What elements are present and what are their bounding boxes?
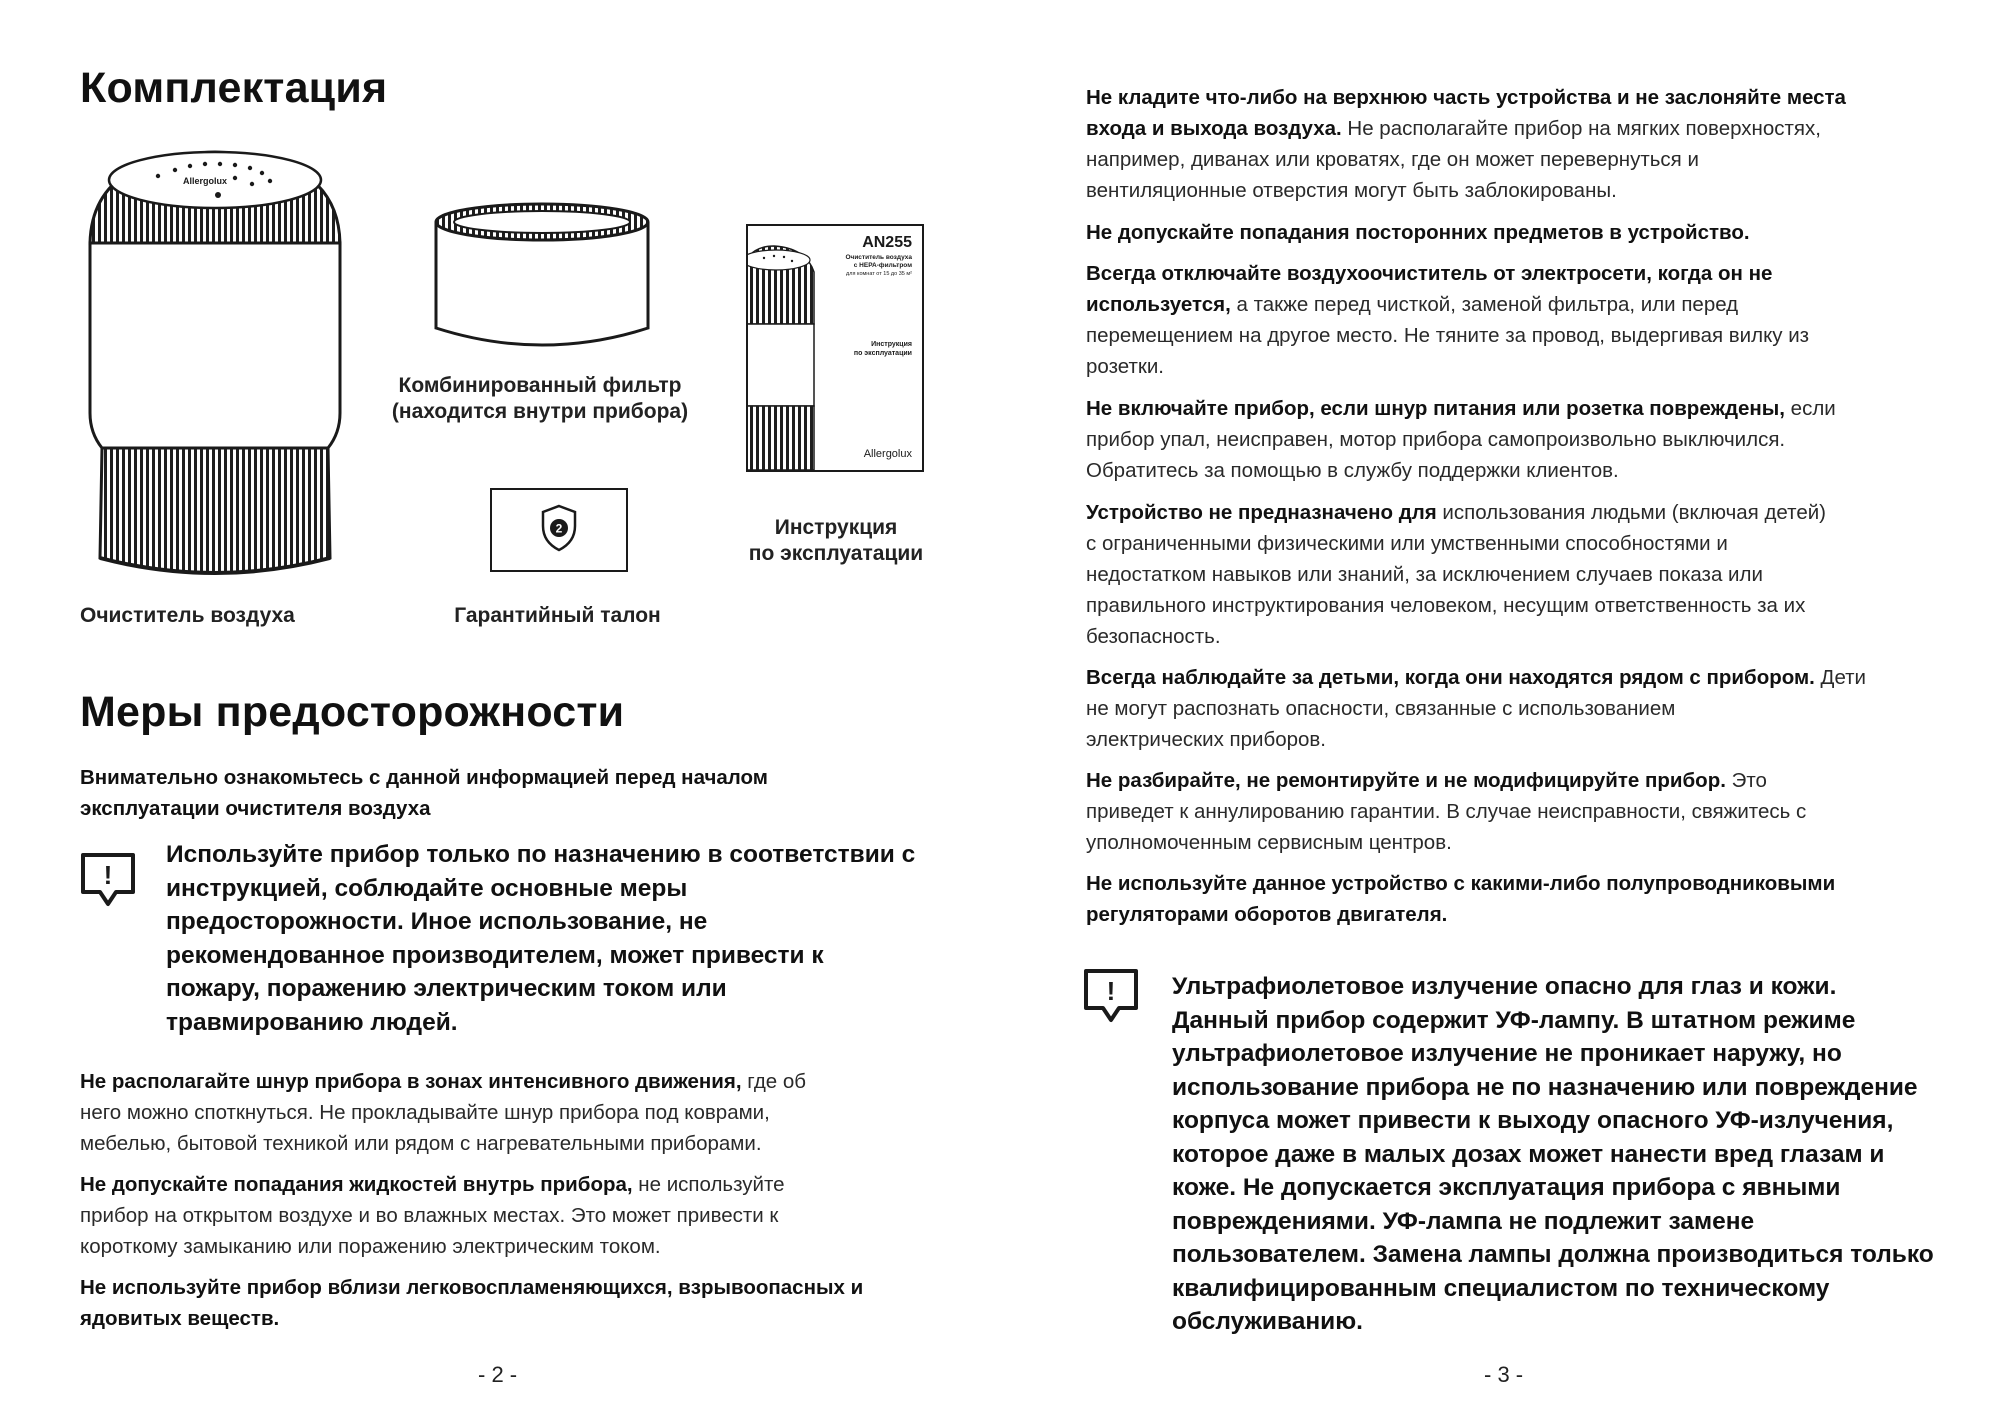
r-paragraph-not-intended (1086, 497, 1826, 652)
r8-b1: Не используйте данное устройство с какими-либо полупроводниковыми (1086, 872, 1836, 895)
r-paragraph-disassemble (1086, 765, 1806, 858)
r1-b2: входа и выхода воздуха. (1086, 117, 1342, 140)
intro-line-2: эксплуатации очистителя воздуха (80, 797, 431, 820)
r3-t2: а также перед чисткой, заменой фильтра, или перед (1230, 293, 1739, 316)
paragraph-cord (80, 1066, 806, 1159)
r7-l2: приведет к аннулированию гарантии. В случае неисправности, свяжитесь с (1086, 800, 1807, 823)
r4-b1: Не включайте прибор, если шнур питания или розетка повреждены, (1086, 397, 1785, 420)
warning-line-5: пожару, поражению электрическим током или (166, 975, 727, 1002)
r1-l3: например, диванах или кроватях, где он может перевернуться и (1086, 148, 1699, 171)
r6-b1: Всегда наблюдайте за детьми, когда они находятся рядом с прибором. (1086, 666, 1815, 689)
page-number-right: - 3 - (1484, 1362, 1524, 1387)
r7-b1: Не разбирайте, не ремонтируйте и не модифицируйте прибор. (1086, 769, 1726, 792)
p1-bold: Не располагайте шнур прибора в зонах интенсивного движения, (80, 1070, 742, 1093)
manual-subtitle-2: с HEPA-фильтром (853, 262, 912, 269)
r3-b2: используется, (1086, 293, 1231, 316)
r3-l3: перемещением на другое место. Не тяните за провод, выдергивая вилку из (1086, 324, 1810, 347)
manual-subtitle-3: для комнат от 15 до 35 м² (846, 271, 912, 277)
r1-t2: Не располагайте прибор на мягких поверхностях, (1341, 117, 1821, 140)
purifier-caption: Очиститель воздуха (80, 604, 295, 627)
p2-l2: прибор на открытом воздухе и во влажных местах. Это может привести к (80, 1204, 779, 1227)
precautions-intro (80, 762, 768, 824)
uv-warning-text (1172, 970, 1934, 1339)
r5-l4: правильного инструктирования человеком, несущим ответственность за их (1086, 594, 1806, 617)
air-purifier-illustration (80, 148, 350, 593)
manual-caption-line2: по эксплуатации (748, 542, 924, 565)
manual-doc-line2: по эксплуатации (853, 350, 912, 357)
p3-l2: ядовитых веществ. (80, 1307, 280, 1330)
manual-cover-illustration (746, 224, 924, 472)
r5-l2: с ограниченными физическими или умственными способностями и (1086, 532, 1728, 555)
uv-line-4: использование прибора не по назначению или повреждение (1172, 1073, 1918, 1101)
r1-b1: Не кладите что-либо на верхнюю часть устройства и не заслоняйте места (1086, 86, 1846, 109)
r3-l4: розетки. (1086, 355, 1164, 378)
manual-subtitle-1: Очиститель воздуха (845, 254, 912, 261)
r4-t1: если (1784, 397, 1836, 420)
r4-l3: Обратитесь за помощью в службу поддержки клиентов. (1086, 459, 1619, 482)
warning-line-3: предосторожности. Иное использование, не (166, 908, 708, 935)
r-paragraph-top (1086, 82, 1846, 206)
r6-l3: электрических приборов. (1086, 728, 1326, 751)
r4-l2: прибор упал, неисправен, мотор прибора самопроизвольно выключился. (1086, 428, 1786, 451)
warning-exclamation: ! (103, 860, 113, 890)
r-paragraph-foreign (1086, 217, 1750, 248)
r5-l3: недостатком навыков или знаний, за исключением случаев показа или (1086, 563, 1763, 586)
uv-line-5: корпуса может привести к выходу опасного УФ-излучения, (1172, 1107, 1894, 1134)
intro-line-1: Внимательно ознакомьтесь с данной информацией перед началом (80, 766, 768, 789)
r2-b1: Не допускайте попадания посторонних предметов в устройство. (1086, 221, 1750, 244)
shield-icon (541, 504, 577, 552)
uv-line-2: Данный прибор содержит УФ-лампу. В штатном режиме (1172, 1006, 1856, 1034)
r8-b2: регуляторами оборотов двигателя. (1086, 903, 1448, 926)
r3-b1: Всегда отключайте воздухоочиститель от электросети, когда он не (1086, 262, 1773, 285)
speech-bubble-exclamation-icon (1083, 968, 1139, 1026)
uv-line-8: повреждениями. УФ-лампа не подлежит замене (1172, 1207, 1755, 1235)
uv-line-1: Ультрафиолетовое излучение опасно для глаз и кожи. (1172, 973, 1837, 1000)
r5-b1: Устройство не предназначено для (1086, 501, 1437, 524)
section-title-package: Комплектация (80, 64, 388, 112)
manual-cover-device-image (746, 244, 824, 470)
speech-bubble-exclamation-icon (80, 852, 136, 910)
r6-l2: не могут распознать опасности, связанные с использованием (1086, 697, 1676, 720)
uv-line-7: коже. Не допускается эксплуатация прибора с явными (1172, 1174, 1841, 1201)
warning-line-6: травмированию людей. (166, 1008, 458, 1036)
r6-t1: Дети (1814, 666, 1866, 689)
uv-line-3: ультрафиолетовое излучение не проникает наружу, но (1172, 1040, 1842, 1067)
r7-l3: уполномоченным сервисным центров. (1086, 831, 1452, 854)
uv-line-6: которое даже в малых дозах может нанести вред глазам и (1172, 1140, 1885, 1168)
uv-line-9: пользователем. Замена лампы должна производиться только (1172, 1241, 1934, 1268)
section-title-precautions: Меры предосторожности (80, 688, 625, 736)
r-paragraph-unplug (1086, 258, 1809, 382)
uv-exclamation: ! (1106, 976, 1116, 1006)
p1-l3: мебелью, бытовой техникой или рядом с нагревательными приборами. (80, 1132, 762, 1155)
warning-line-4: рекомендованное производителем, может привести к (166, 941, 824, 969)
warning-line-2: инструкцией, соблюдайте основные меры (166, 874, 688, 902)
manual-model: AN255 (862, 234, 912, 251)
p2-bold: Не допускайте попадания жидкостей внутрь прибора, (80, 1173, 633, 1196)
paragraph-liquids (80, 1169, 785, 1262)
r5-l5: безопасность. (1086, 625, 1221, 648)
p1-l2: него можно споткнуться. Не прокладывайте шнур прибора под коврами, (80, 1101, 770, 1124)
p2-l1: не используйте (632, 1173, 785, 1196)
uv-line-10: квалифицированным специалистом по техническому (1172, 1274, 1830, 1302)
r-paragraph-semiconductor (1086, 868, 1835, 930)
filter-caption (380, 374, 700, 424)
manual-doc-line1: Инструкция (871, 341, 912, 348)
r7-t1: Это (1725, 769, 1767, 792)
manual-caption-line1: Инструкция (774, 516, 898, 539)
warranty-caption: Гарантийный талон (454, 604, 661, 627)
p3-l1: Не используйте прибор вблизи легковоспламеняющихся, взрывоопасных и (80, 1276, 864, 1299)
warranty-badge-number: 2 (555, 521, 563, 536)
r5-t1: использования людьми (включая детей) (1436, 501, 1826, 524)
r1-l4: вентиляционные отверстия могут быть заблокированы. (1086, 179, 1617, 202)
warning-line-1: Используйте прибор только по назначению в соответствии с (166, 841, 916, 868)
r-paragraph-children (1086, 662, 1866, 755)
filter-caption-line1: Комбинированный фильтр (398, 374, 682, 397)
device-brand-label: Allergolux (183, 176, 228, 186)
p1-l1: где об (741, 1070, 807, 1093)
r-paragraph-damaged (1086, 393, 1836, 486)
warning-block-text (166, 838, 915, 1039)
p2-l3: короткому замыканию или поражению электрическим током. (80, 1235, 661, 1258)
page-number-left: - 2 - (478, 1362, 518, 1387)
combined-filter-illustration (430, 200, 654, 360)
paragraph-flammable (80, 1272, 863, 1334)
filter-caption-line2: (находится внутри прибора) (391, 400, 689, 423)
manual-brand: Allergolux (863, 448, 912, 460)
warranty-card-illustration (490, 488, 628, 572)
uv-line-11: обслуживанию. (1172, 1308, 1363, 1335)
manual-caption (716, 516, 956, 566)
